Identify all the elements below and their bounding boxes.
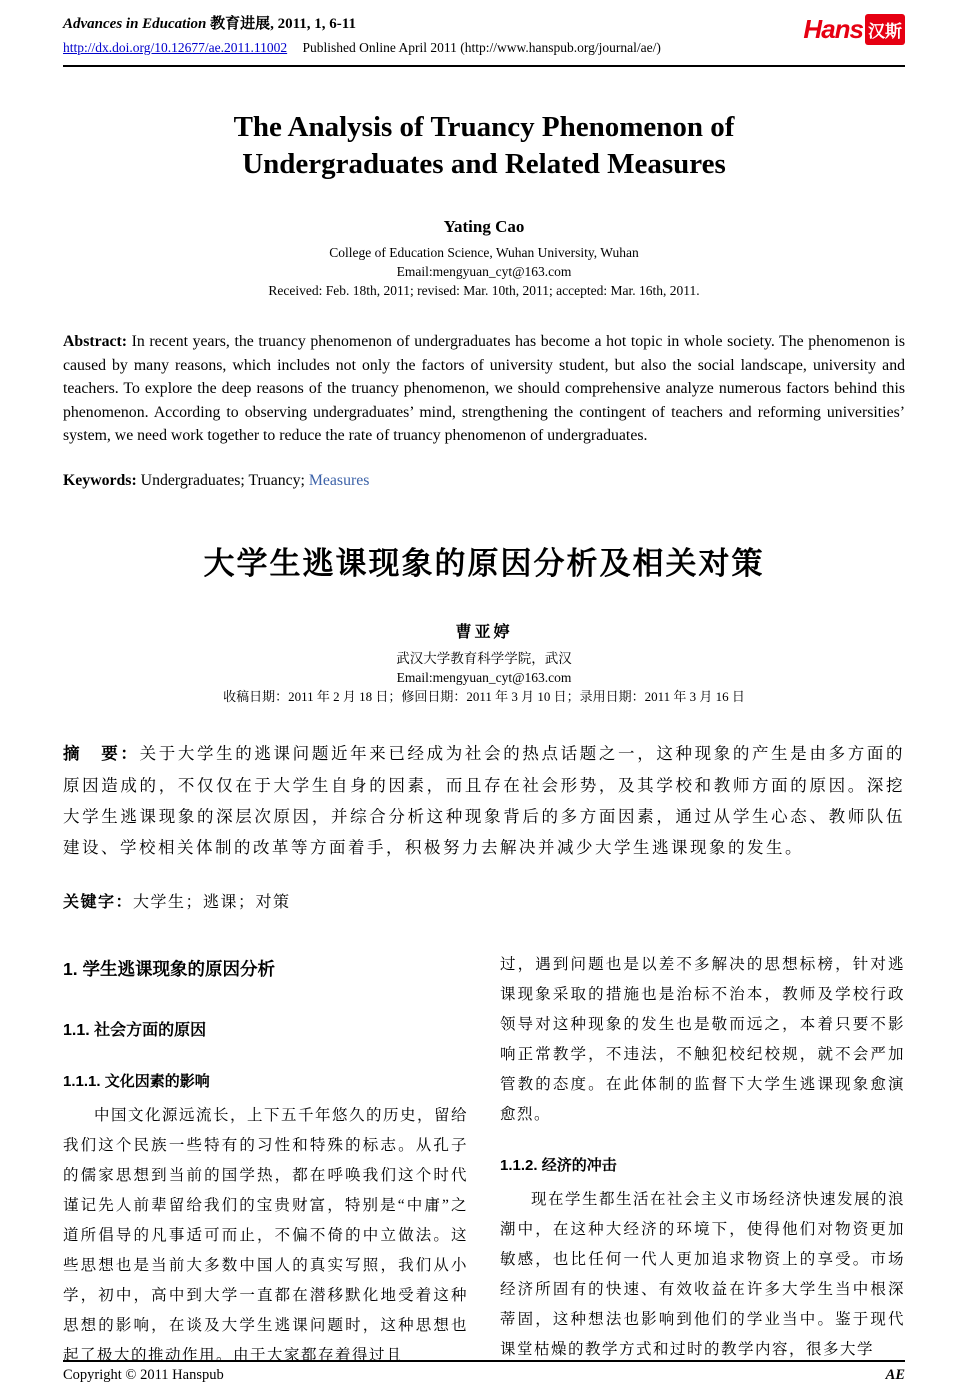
journal-issue-info: 教育进展, 2011, 1, 6-11 — [210, 16, 356, 32]
abstract-text-cn: 关于大学生的逃课问题近年来已经成为社会的热点话题之一，这种现象的产生是由多方面的原因造成的，不仅仅在于大学生自身的因素，而且存在社会形势，及其学校和教师方面的原因。深挖大学生逃课现象的深层次原因，并综合分析这种现象背后的多方面因素，通过从学生心态、教师队伍建设、学校相关体制的改革等方面着手，积极努力去解决并减少大学生逃课现象的发生。 — [63, 743, 906, 857]
abstract-text-en: In recent years, the truancy phenomenon of undergraduates has become a hot topic in whole society. The phenomenon is caused by many reasons, which includes not only the factors of university student, but also the social landscape, university and teachers. To explore the deep reasons of the truancy phenomenon, we should comprehensive analyze numerous factors behind this phenomenon. According to observing undergraduates’ mind, strengthening the contingent of teachers and reforming universities’ system, we need work together to reduce the rate of truancy phenomenon of undergraduates. — [63, 333, 905, 445]
author-email-en: Email:mengyuan_cyt@163.com — [396, 264, 572, 280]
keywords-cn — [63, 889, 905, 912]
abstract-label-en: Abstract: — [63, 333, 128, 351]
journal-name-en: Advances in Education — [63, 16, 207, 32]
paragraph-culture-factors: 中国文化源远流长，上下五千年悠久的历史，留给我们这个民族一些特有的习性和特殊的标志。从孔子的儒家思想到当前的国学热，都在呼唤我们这个时代谨记先人前辈留给我们的宝贵财富，特别是“中庸”之道所倡导的凡事适可而止，不偏不倚的中立做法。这些思想也是当前大多数中国人的真实写照，我们从小学，初中，高中到大学一直都在潜移默化地受着这种思想的影响，在谈及大学生逃课问题时，这种思想也起了极大的推动作用。由于大家都存着得过且 — [63, 1106, 469, 1364]
logo-hans-text: Hans — [803, 14, 863, 44]
copyright-text: Copyright © 2011 Hanspub — [63, 1367, 224, 1383]
paper-title-en: The Analysis of Truancy Phenomenon of Undergraduates and Related Measures — [233, 111, 735, 181]
author-name-en: Yating Cao — [443, 217, 525, 237]
author-block-en — [63, 217, 905, 300]
journal-abbr: AE — [885, 1367, 905, 1383]
author-block-cn — [63, 619, 905, 706]
journal-title-line — [63, 12, 661, 33]
section-1-heading: 1. 学生逃课现象的原因分析 — [63, 958, 275, 979]
keywords-label-en: Keywords: — [63, 471, 137, 489]
page-footer — [63, 1360, 905, 1384]
header-divider — [63, 65, 905, 67]
keywords-en — [63, 472, 905, 490]
section-1-1-heading: 1.1. 社会方面的原因 — [63, 1021, 207, 1039]
section-1-1-1-heading: 1.1.1. 文化因素的影响 — [63, 1072, 210, 1090]
abstract-cn — [63, 738, 905, 863]
keywords-label-cn: 关键字： — [63, 893, 134, 911]
paragraph-economy-impact: 现在学生都生活在社会主义市场经济快速发展的浪潮中，在这种大经济的环境下，使得他们对物资更加敏感，也比任何一代人更加追求物资上的享受。市场经济所固有的快速、有效收益在许多大学生当中根深蒂固，这种想法也影响到他们的学业当中。鉴于现代课堂枯燥的教学方式和过时的教学内容，很多大学 — [500, 1190, 906, 1358]
abstract-en — [63, 330, 905, 448]
published-online-text: Published Online April 2011 (http://www.hanspub.org/journal/ae/) — [302, 40, 661, 55]
keywords-highlight-en: Measures — [308, 471, 370, 489]
author-affiliation-cn: 武汉大学教育科学学院，武汉 — [396, 650, 572, 666]
abstract-label-cn: 摘 要： — [63, 744, 140, 763]
paragraph-culture-factors-continued: 过，遇到问题也是以差不多解决的思想标榜，针对逃课现象采取的措施也是治标不治本，教师及学校行政领导对这种现象的发生也是敬而远之，本着只要不影响正常教学，不违法，不触犯校纪校规，就不会严加管教的态度。在此体制的监督下大学生逃课现象愈演愈烈。 — [500, 955, 905, 1123]
page-header — [63, 12, 905, 67]
left-column — [63, 950, 468, 1371]
journal-info — [63, 12, 661, 56]
received-dates-cn: 收稿日期：2011 年 2 月 18 日；修回日期：2011 年 3 月 10 日；录用日期：2011 年 3 月 16 日 — [223, 688, 745, 704]
doi-link[interactable]: http://dx.doi.org/10.12677/ae.2011.11002 — [63, 40, 288, 55]
logo-hanzi-badge: 汉斯 — [865, 14, 905, 45]
author-email-cn: Email:mengyuan_cyt@163.com — [396, 669, 572, 685]
author-affiliation-en: College of Education Science, Wuhan University, Wuhan — [329, 245, 639, 261]
keywords-text-cn: 大学生；逃课；对策 — [133, 893, 291, 911]
hanspub-logo — [803, 14, 905, 45]
two-column-body — [63, 950, 905, 1371]
author-name-cn: 曹亚婷 — [455, 623, 513, 641]
right-column — [500, 950, 905, 1371]
keywords-plain-en: Undergraduates; Truancy; — [136, 471, 309, 489]
section-1-1-2-heading: 1.1.2. 经济的冲击 — [500, 1156, 617, 1174]
received-dates-en: Received: Feb. 18th, 2011; revised: Mar. 10th, 2011; accepted: Mar. 16th, 2011. — [268, 283, 700, 299]
doi-line — [63, 40, 661, 56]
paper-title-cn: 大学生逃课现象的原因分析及相关对策 — [203, 545, 765, 581]
